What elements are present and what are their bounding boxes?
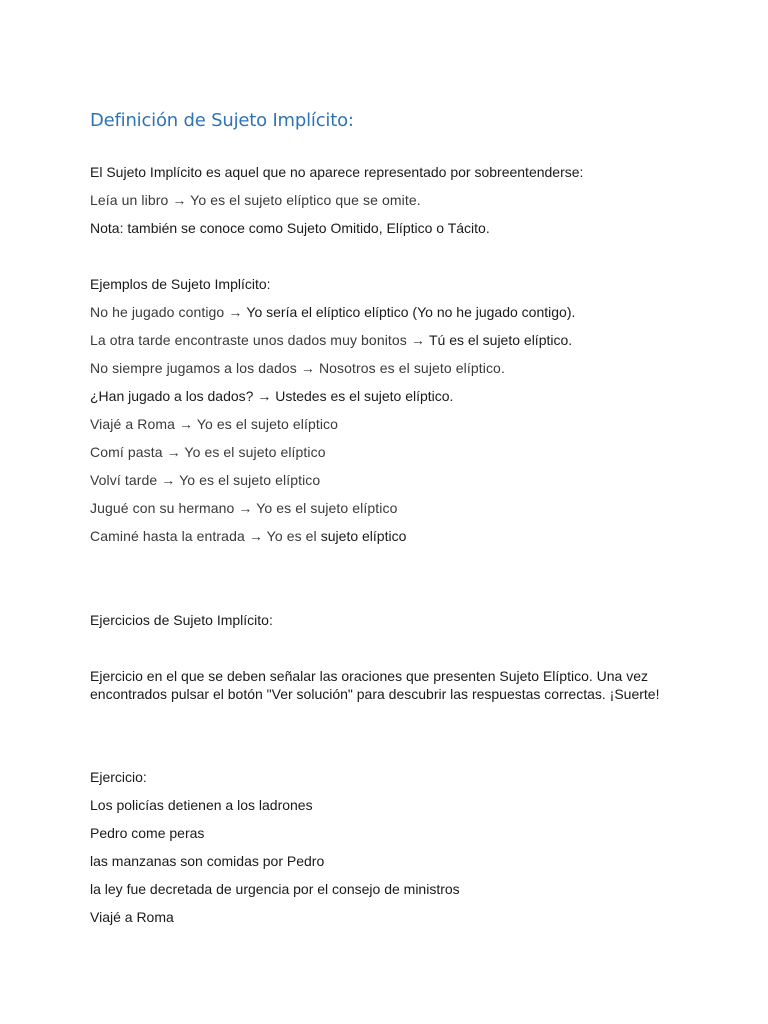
exercise-label: Ejercicio: [90,769,147,785]
example-item [90,303,575,321]
example-item-prefix: Viajé a Roma → Yo es el sujeto elíptico [90,416,339,432]
example-item-prefix: Jugué con su hermano → Yo es el sujeto elíptico [90,500,398,516]
exercise-sentence: Pedro come peras [90,825,205,841]
example-item-suffix: Yo sería el elíptico elíptico (Yo no he jugado contigo). [246,304,576,320]
example-item [90,387,453,405]
exercise-sentence: la ley fue decretada de urgencia por el consejo de ministros [90,881,460,897]
example-item-suffix: Ustedes es el sujeto elíptico. [275,388,454,404]
example-item-suffix: sujeto elíptico [320,528,407,544]
example-item-prefix: No he jugado contigo → [90,304,247,320]
example-item [90,443,326,461]
exercises-description: Ejercicio en el que se deben señalar las oraciones que presenten Sujeto Elíptico. Una vez encontrados pulsar el botón "Ver solución" para descubrir las respuestas correctas. ¡Suerte! [90,668,660,702]
exercise-sentence: las manzanas son comidas por Pedro [90,853,325,869]
example-item-prefix: ¿Han jugado a los dados? → [90,388,276,404]
definition-note: Nota: también se conoce como Sujeto Omitido, Elíptico o Tácito. [90,220,490,236]
examples-title: Ejemplos de Sujeto Implícito: [90,276,271,292]
example-item-prefix: Volví tarde → Yo es el sujeto elíptico [90,472,321,488]
example-item-suffix: Tú es el sujeto elíptico. [428,332,573,348]
exercises-title: Ejercicios de Sujeto Implícito: [90,612,273,628]
page-title: Definición de Sujeto Implícito: [90,110,354,131]
exercise-sentence: Viajé a Roma [90,909,174,925]
example-item [90,499,397,517]
example-item-prefix: No siempre jugamos a los dados → Nosotros es el sujeto elíptico. [90,360,505,376]
example-item [90,471,320,489]
definition-example: Leía un libro → Yo es el sujeto elíptico que se omite. [90,192,421,208]
example-item-prefix: Comí pasta → Yo es el sujeto elíptico [90,444,326,460]
example-item [90,415,338,433]
example-item [90,331,572,349]
example-item [90,359,505,377]
definition-text: El Sujeto Implícito es aquel que no aparece representado por sobreentenderse: [90,164,584,180]
example-item-prefix: La otra tarde encontraste unos dados muy bonitos → [90,332,429,348]
example-item-prefix: Caminé hasta la entrada → Yo es el [90,528,321,544]
example-item [90,527,406,545]
exercise-sentence: Los policías detienen a los ladrones [90,797,313,813]
